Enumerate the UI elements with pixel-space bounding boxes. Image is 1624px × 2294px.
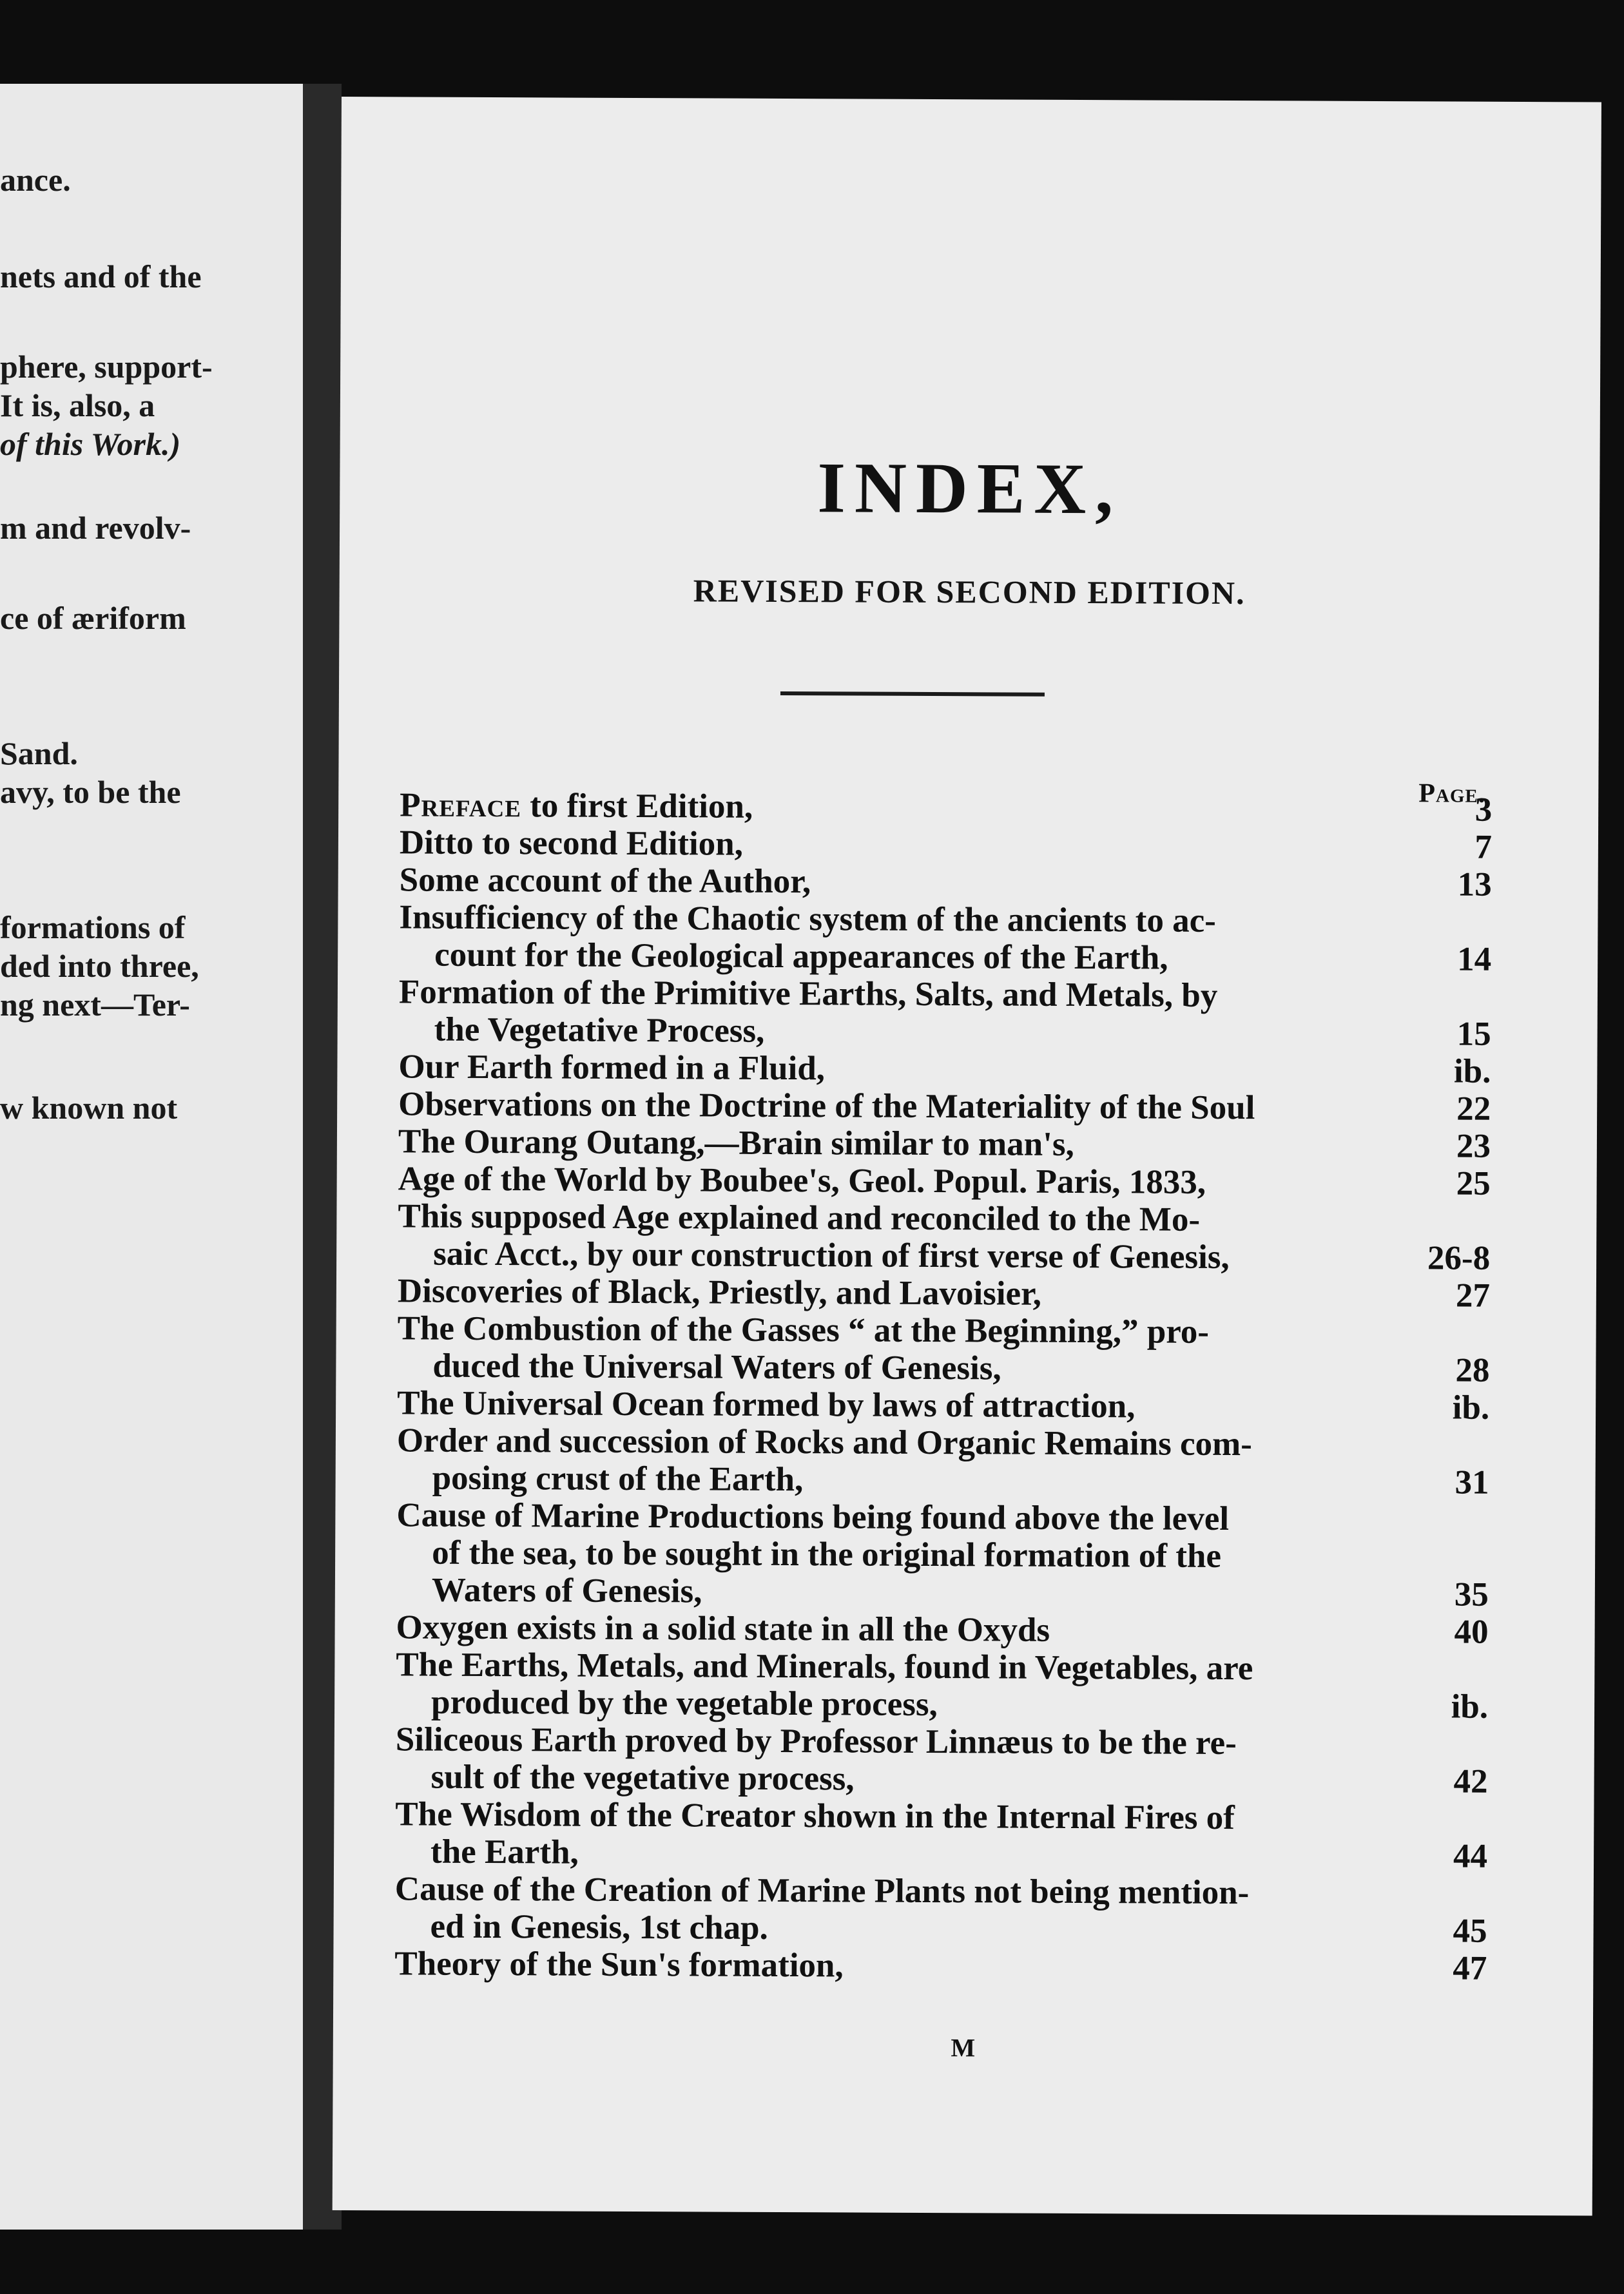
index-entry-text: Cause of the Creation of Marine Plants not being mention- (394, 1870, 1250, 1912)
index-entry (395, 1795, 1487, 1875)
index-entry-text: Siliceous Earth proved by Professor Linnæus to be the re- (395, 1720, 1237, 1762)
facing-page-line: avy, to be the (0, 774, 181, 810)
index-entry-page: 7 (1474, 828, 1493, 866)
index-entry-page: 25 (1456, 1164, 1491, 1202)
index-entry (397, 1422, 1489, 1501)
index-page (333, 97, 1601, 2215)
facing-page-line: m and revolv- (0, 510, 191, 546)
facing-page-line: ce of æriform (0, 600, 186, 636)
index-entry-page: ib. (1451, 1688, 1489, 1726)
index-entry-text: Formation of the Primitive Earths, Salts, and Metals, by (398, 973, 1218, 1014)
index-entry-page: 26-8 (1427, 1239, 1491, 1277)
index-entry-page: 31 (1455, 1463, 1489, 1501)
index-entry (394, 1945, 1487, 1987)
title-rule (780, 691, 1045, 697)
index-entry-text: Age of the World by Boubee's, Geol. Popul. Paris, 1833, (398, 1160, 1206, 1201)
index-entry-text: The Ourang Outang,—Brain similar to man's, (398, 1123, 1074, 1163)
index-subtitle: REVISED FOR SECOND EDITION. (693, 572, 1246, 612)
index-entry (400, 861, 1492, 903)
index-entry-text: Waters of Genesis, (431, 1571, 702, 1610)
index-entry-text: posing crust of the Earth, (432, 1459, 804, 1499)
index-entry-text: saic Acct., by our construction of first verse of Genesis, (433, 1235, 1230, 1277)
index-entry-page: ib. (1453, 1052, 1491, 1090)
facing-page-line: It is, also, a (0, 387, 155, 423)
index-entry-page: 40 (1454, 1613, 1489, 1651)
index-entry-text: Some account of the Author, (399, 861, 811, 901)
index-entry-text: the Vegetative Process, (434, 1010, 765, 1050)
index-entry-text: Preface to first Edition, (400, 786, 753, 825)
index-entry (400, 786, 1492, 828)
index-entry (397, 1384, 1489, 1426)
index-entry-text: Order and succession of Rocks and Organic Remains com- (396, 1422, 1252, 1463)
scan-border-bottom (0, 2230, 1624, 2294)
index-entry-page: 45 (1453, 1912, 1487, 1950)
index-entry-page: 14 (1457, 940, 1492, 978)
index-title: INDEX, (817, 448, 1123, 530)
facing-page-line: formations of (0, 909, 186, 945)
index-entry-lead: Preface (400, 786, 522, 825)
index-entry-text: produced by the vegetable process, (431, 1683, 938, 1724)
index-entry-text: Ditto to second Edition, (399, 824, 744, 863)
index-entry (397, 1309, 1489, 1389)
index-entry (396, 1496, 1489, 1613)
index-entry-text: Our Earth formed in a Fluid, (398, 1048, 826, 1088)
index-entry-page: 3 (1474, 791, 1493, 829)
index-entry-text: Discoveries of Black, Priestly, and Lavoisier, (397, 1272, 1042, 1313)
index-entry (398, 1048, 1491, 1090)
index-entry-text: ed in Genesis, 1st chap. (430, 1907, 768, 1947)
index-entry-page: 15 (1456, 1015, 1491, 1053)
index-entry-text: Oxygen exists in a solid state in all the Oxyds (396, 1608, 1050, 1649)
index-entry-text: The Earths, Metals, and Minerals, found in Vegetables, are (396, 1646, 1253, 1688)
signature-mark: M (951, 2033, 976, 2063)
index-entry-text: duced the Universal Waters of Genesis, (432, 1347, 1001, 1387)
index-entries (333, 786, 1599, 2081)
index-entry (399, 898, 1491, 978)
index-entry (398, 1085, 1491, 1127)
index-entry-text: Insufficiency of the Chaotic system of the ancients to ac- (399, 898, 1216, 940)
index-entry-text: This supposed Age explained and reconciled to the Mo- (398, 1197, 1201, 1239)
index-entry-text: the Earth, (430, 1833, 579, 1871)
index-entry-text: Theory of the Sun's formation, (394, 1945, 844, 1985)
facing-page-line: phere, support- (0, 349, 213, 385)
facing-page-line: w known not (0, 1090, 178, 1126)
index-entry (398, 1160, 1491, 1202)
index-entry (398, 1123, 1491, 1164)
index-entry-text: count for the Geological appearances of the Earth, (434, 936, 1168, 977)
index-entry-page: ib. (1452, 1389, 1490, 1427)
index-entry-text: of the sea, to be sought in the original formation of the (432, 1534, 1222, 1575)
facing-page-line: Sand. (0, 735, 78, 771)
index-entry-page: 47 (1453, 1949, 1487, 1987)
index-entry-page: 22 (1456, 1090, 1491, 1128)
index-entry-page: 23 (1456, 1127, 1491, 1165)
facing-page-line: ng next—Ter- (0, 987, 190, 1023)
facing-page-line: ance. (0, 162, 71, 198)
facing-page-left (0, 84, 303, 2230)
page-column-header: Page. (1418, 778, 1486, 809)
index-entry-text: The Combustion of the Gasses “ at the Beginning,” pro- (397, 1309, 1210, 1351)
index-entry-text: Cause of Marine Productions being found above the level (396, 1496, 1230, 1538)
index-entry-page: 27 (1455, 1277, 1491, 1315)
index-entry (396, 1608, 1489, 1650)
index-entry-text: The Universal Ocean formed by laws of attraction, (397, 1384, 1136, 1425)
index-entry-text: sult of the vegetative process, (430, 1758, 855, 1798)
facing-page-line: nets and of the (0, 258, 202, 294)
index-entry (396, 1646, 1488, 1725)
index-entry (398, 1272, 1490, 1314)
index-entry (400, 824, 1492, 865)
index-entry (394, 1870, 1487, 1949)
index-entry (399, 973, 1491, 1052)
index-entry-page: 42 (1453, 1762, 1488, 1800)
index-entry (398, 1197, 1490, 1277)
index-entry-text: Observations on the Doctrine of the Materiality of the Soul (398, 1085, 1255, 1127)
index-entry-page: 44 (1453, 1837, 1488, 1875)
facing-page-line: of this Work.) (0, 426, 181, 462)
index-entry-page: 35 (1454, 1576, 1489, 1614)
index-entry-page: 13 (1457, 865, 1492, 903)
facing-page-line: ded into three, (0, 948, 199, 984)
index-entry-page: 28 (1455, 1351, 1490, 1389)
index-entry-text: The Wisdom of the Creator shown in the Internal Fires of (395, 1795, 1235, 1837)
index-entry (395, 1720, 1487, 1800)
